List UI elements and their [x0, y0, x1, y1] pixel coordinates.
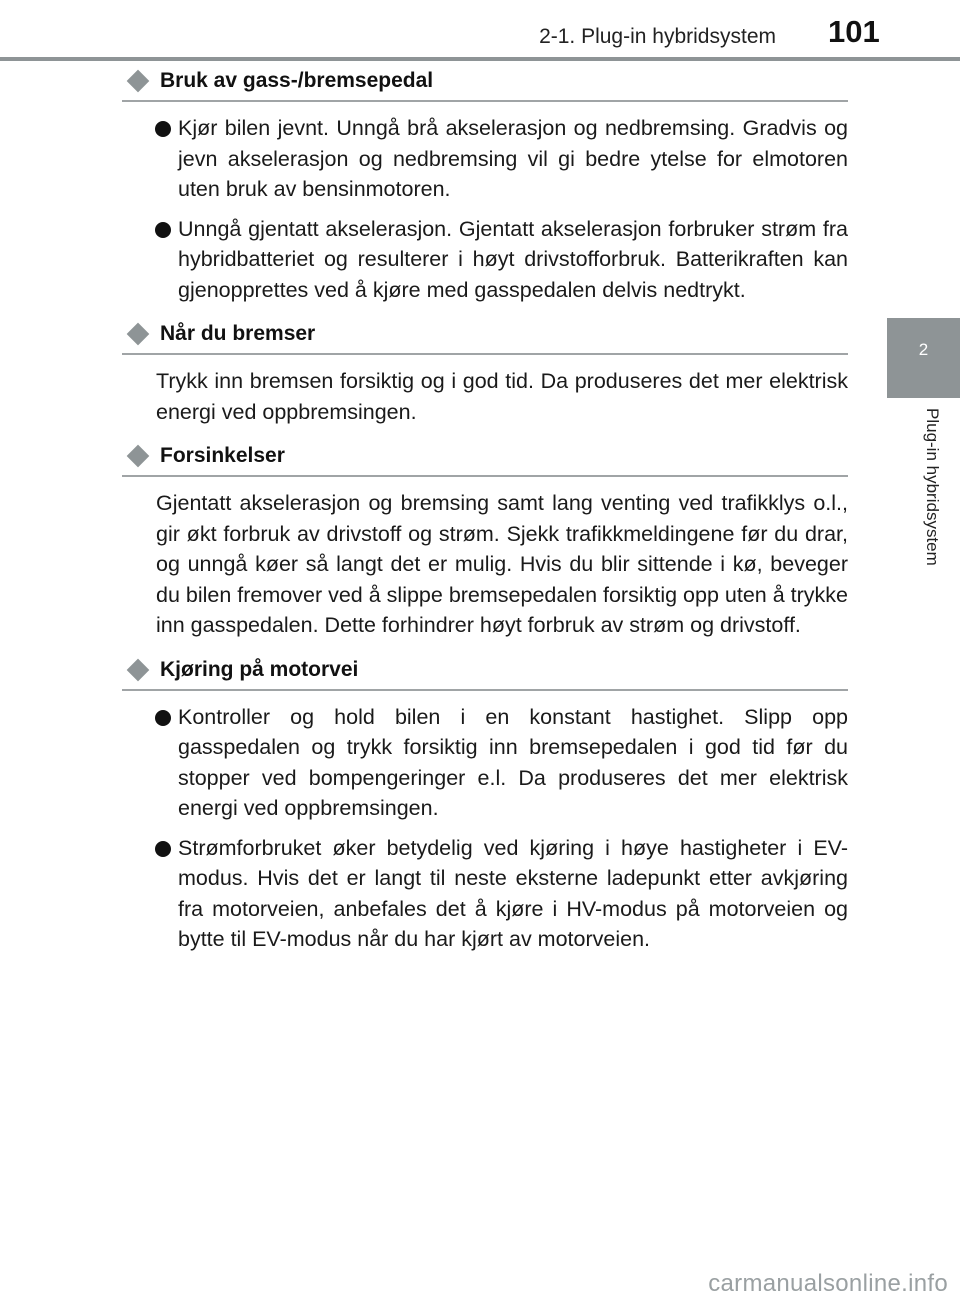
section-gas-brake-pedal: [122, 66, 848, 305]
list-item-text: Unngå gjentatt akselerasjon. Gjentatt akselerasjon forbruker strøm fra hybridbatteriet og resulterer i høyt drivstofforbruk. Batterikraften kan gjenopprettes ved å kjøre med gasspedalen delvis nedtrykt.: [178, 216, 848, 302]
diamond-bullet-icon: [127, 658, 150, 681]
circle-bullet-icon: [155, 222, 171, 238]
section-title: Kjøring på motorvei: [160, 657, 359, 681]
section-highway-driving: [122, 655, 848, 955]
diamond-bullet-icon: [127, 445, 150, 468]
section-delays: [122, 441, 848, 641]
list-item-text: Strømforbruket øker betydelig ved kjøring i høye hastigheter i EV-modus. Hvis det er langt til neste eksterne ladepunkt etter avkjøring fra motorveien, anbefales det å kjøre i HV-modus på motorveien og bytte til EV-modus når du har kjørt av motorveien.: [178, 835, 848, 951]
main-content: [122, 66, 848, 969]
section-body-text: Gjentatt akselerasjon og bremsing samt lang venting ved trafikklys o.l., gir økt forbruk av drivstoff og strøm. Sjekk trafikkmeldingene før du drar, og unngå køer så langt det er mulig. Hvis du blir sittende i kø, beveger du bilen fremover ved å slippe bremsepedalen forsiktig opp uten å trykke inn gasspedalen. Dette forhindrer høyt forbruk av strøm og drivstoff.: [156, 491, 848, 637]
section-title: Forsinkelser: [160, 444, 285, 467]
section-heading: [122, 319, 848, 355]
section-braking: [122, 319, 848, 427]
list-item-text: Kontroller og hold bilen i en konstant hastighet. Slipp opp gasspedalen og trykk forsiktig inn bremsepedalen i god tid før du stopper ved bompengeringer e.l. Da produseres det mer elektrisk energi ved oppbremsingen.: [178, 704, 848, 820]
chapter-tab: [887, 318, 960, 398]
section-heading: [122, 66, 848, 102]
chapter-number: 2: [918, 340, 929, 359]
section-title: Når du bremser: [160, 322, 316, 345]
list-item: [122, 702, 848, 824]
section-heading: [122, 441, 848, 477]
circle-bullet-icon: [155, 710, 171, 726]
list-item-text: Kjør bilen jevnt. Unngå brå akselerasjon og nedbremsing. Gradvis og jevn akselerasjon og nedbremsing vil gi bedre ytelse for elmotoren uten bruk av bensinmotoren.: [178, 116, 848, 201]
list-item: [122, 214, 848, 306]
chapter-label: Plug-in hybridsystem: [923, 408, 942, 566]
watermark-link[interactable]: carmanualsonline.info: [708, 1270, 948, 1297]
page-number: 101: [828, 14, 880, 49]
diamond-bullet-icon: [127, 323, 150, 346]
circle-bullet-icon: [155, 841, 171, 857]
section-title: Bruk av gass-/bremsepedal: [160, 69, 434, 92]
circle-bullet-icon: [155, 121, 171, 137]
header-section-title: 2-1. Plug-in hybridsystem: [539, 25, 776, 48]
list-item: [122, 833, 848, 955]
section-body-text: Trykk inn bremsen forsiktig og i god tid. Da produseres det mer elektrisk energi ved oppbremsingen.: [156, 369, 848, 424]
header-divider: [0, 57, 960, 61]
list-item: [122, 113, 848, 205]
section-heading: [122, 655, 848, 691]
diamond-bullet-icon: [127, 70, 150, 93]
